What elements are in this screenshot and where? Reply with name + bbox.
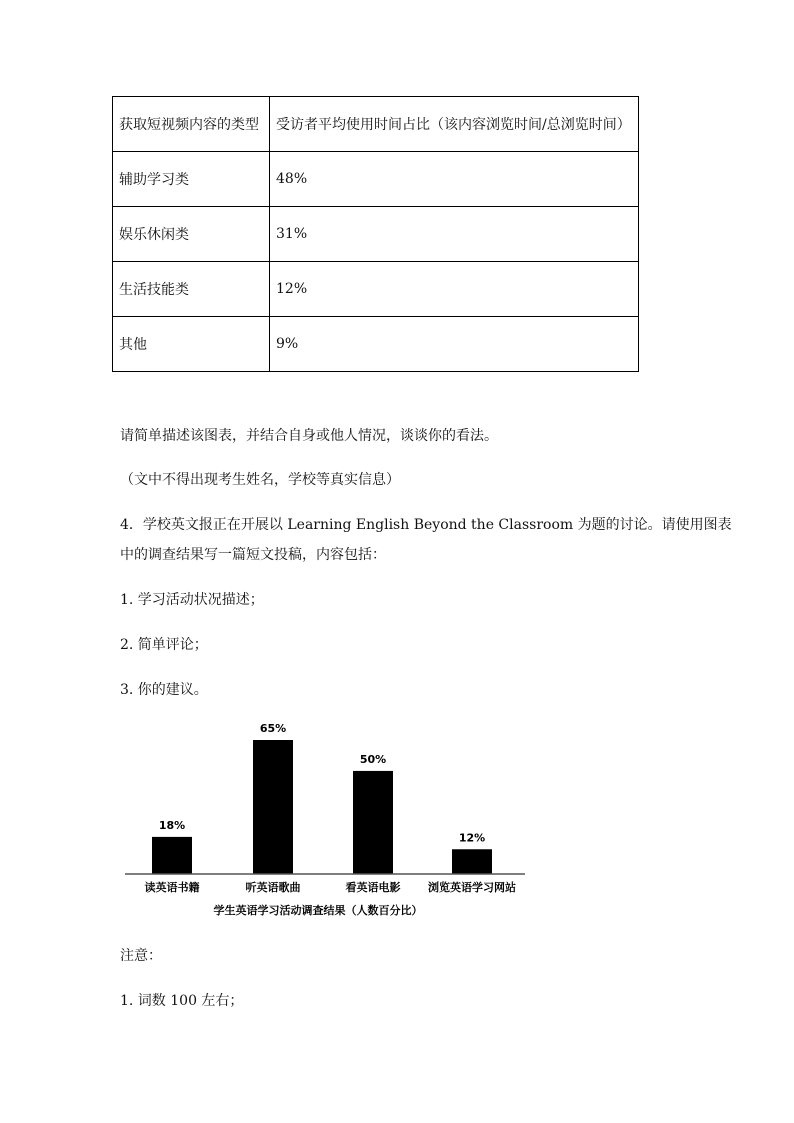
table-cell-percent: 48%: [270, 152, 639, 207]
table-row: [113, 317, 639, 372]
survey-table: [112, 96, 639, 372]
chart-value-label: 12%: [458, 831, 486, 845]
table-cell-percent: 31%: [270, 207, 639, 262]
content-item-3: 3. 你的建议。: [120, 682, 208, 698]
table-cell-type: 娱乐休闲类: [113, 207, 270, 262]
chart-value-label: 18%: [158, 818, 186, 832]
table-cell-type: 生活技能类: [113, 262, 270, 317]
table-header-row: [113, 97, 639, 152]
table-cell-percent: 9%: [270, 317, 639, 372]
instruction-paragraph: 请简单描述该图表，并结合自身或他人情况，谈谈你的看法。: [120, 428, 498, 444]
question-4-line-1: 4．学校英文报正在开展以 Learning English Beyond the Classroom 为题的讨论。请使用图表: [120, 517, 732, 533]
note-item-1: 1. 词数 100 左右；: [120, 993, 244, 1009]
instruction-note: （文中不得出现考生姓名，学校等真实信息）: [120, 472, 400, 488]
table-cell-type: 其他: [113, 317, 270, 372]
chart-title: 学生英语学习活动调查结果（人数百分比）: [213, 904, 423, 917]
table-row: [113, 262, 639, 317]
table-cell-type: 辅助学习类: [113, 152, 270, 207]
table-header-cell: 受访者平均使用时间占比（该内容浏览时间/总浏览时间）: [270, 97, 639, 152]
chart-category-label: 看英语电影: [345, 881, 401, 894]
chart-bar: [452, 849, 492, 874]
table-row: [113, 152, 639, 207]
chart-category-label: 听英语歌曲: [245, 881, 301, 894]
question-4-line-2: 中的调查结果写一篇短文投稿，内容包括：: [120, 547, 386, 563]
chart-bar: [152, 837, 192, 874]
table-cell-percent: 12%: [270, 262, 639, 317]
chart-bar: [253, 740, 293, 874]
chart-category-label: 浏览英语学习网站: [428, 881, 516, 894]
activity-bar-chart: [120, 722, 540, 932]
chart-value-label: 50%: [359, 752, 387, 766]
chart-bar: [353, 771, 393, 874]
content-item-2: 2. 简单评论；: [120, 637, 208, 653]
note-heading: 注意：: [120, 948, 162, 964]
chart-value-label: 65%: [259, 722, 287, 735]
content-item-1: 1. 学习活动状况描述；: [120, 592, 264, 608]
chart-category-label: 读英语书籍: [144, 881, 200, 894]
table-header-cell: 获取短视频内容的类型: [113, 97, 270, 152]
table-row: [113, 207, 639, 262]
